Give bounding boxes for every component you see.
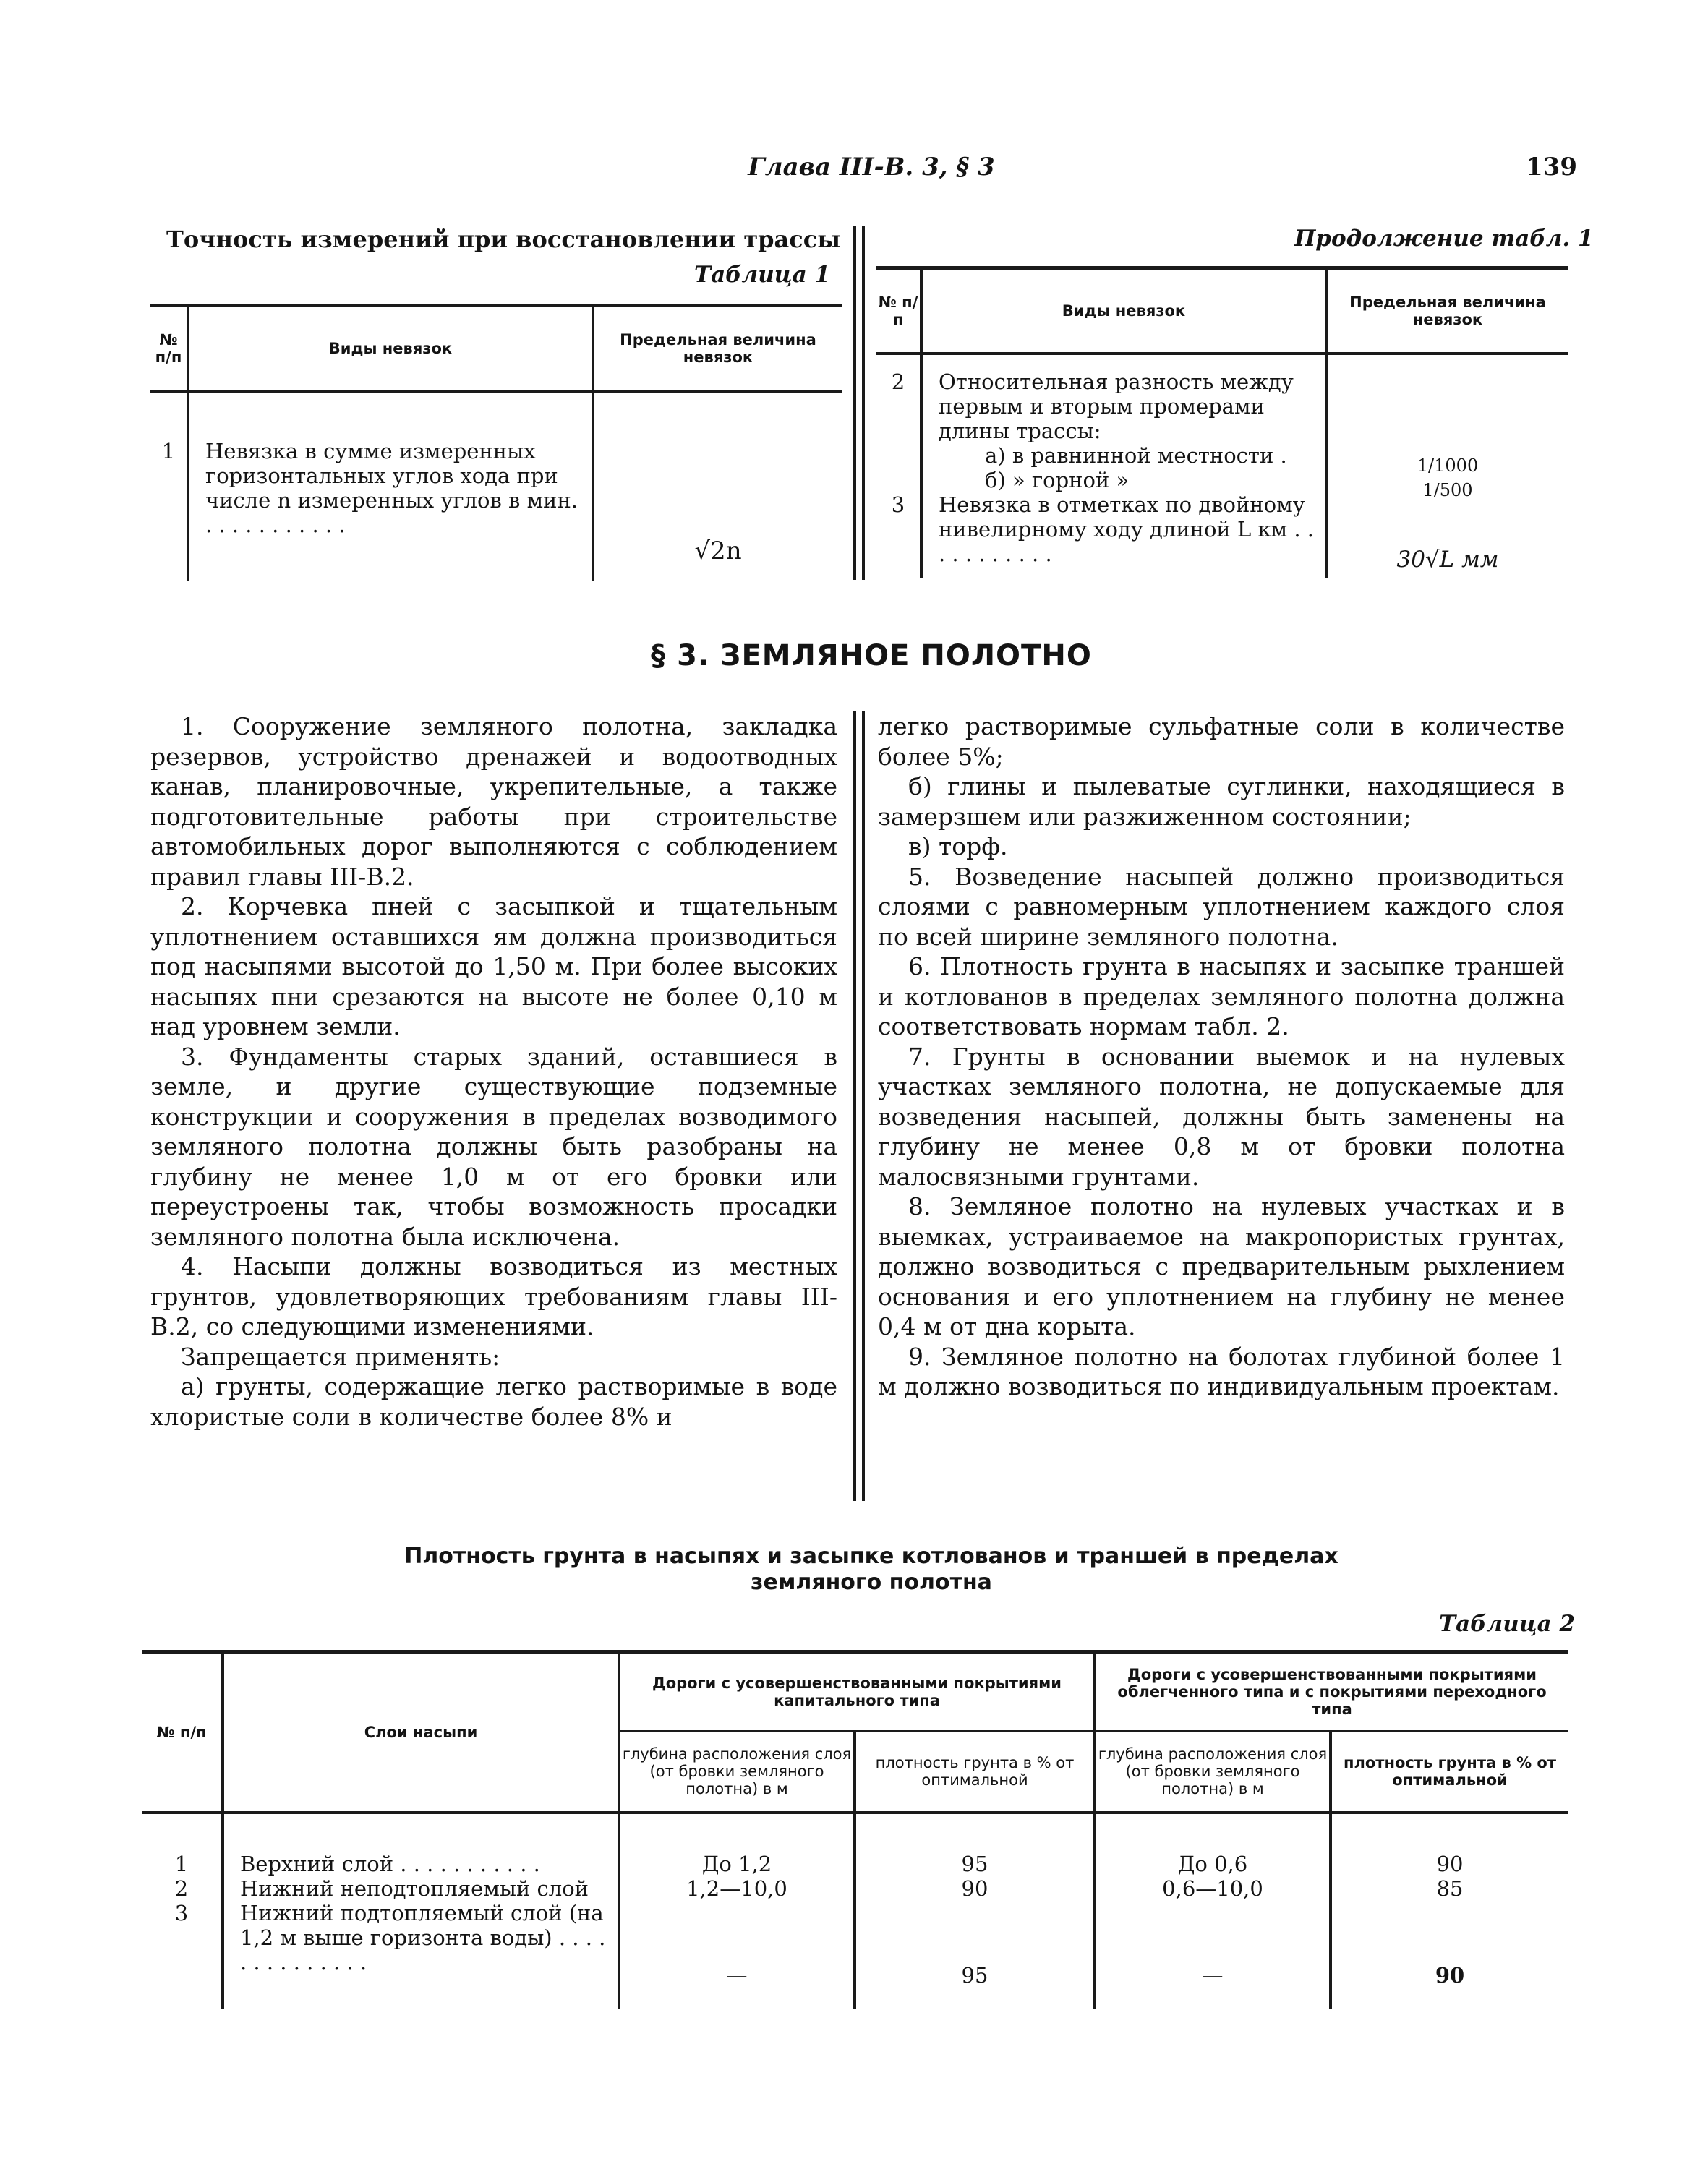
table1-cont-caption: Продолжение табл. 1 bbox=[1294, 226, 1594, 252]
paragraph: 9. Земляное полотно на болотах глубиной более 1 м должно возводиться по индивидуальным проектам. bbox=[878, 1342, 1565, 1400]
table1c-row2-text: Относительная разность между первым и вторым промерами длины трассы: bbox=[939, 369, 1294, 443]
table1c-row2b-value: 1/500 bbox=[1422, 479, 1473, 500]
table2-sub-density1: плотность грунта в % от оптимальной bbox=[855, 1732, 1095, 1813]
table2-col-layers: Слои насыпи bbox=[223, 1652, 619, 1813]
table1c-text bbox=[921, 354, 1326, 578]
paragraph: 4. Насыпи должны возводиться из местных грунтов, удовлетворяющих требованиям главы III-В.2, со следующими изменениями. bbox=[150, 1252, 837, 1340]
table2-sub-density2: плотность грунта в % от оптимальной bbox=[1331, 1732, 1568, 1813]
table1-row1-num: 1 bbox=[150, 391, 188, 581]
paragraph: 1. Сооружение земляного полотна, закладка резервов, устройство дренажей и водоотводных канав, планировочные, укрепительные, а также подготовительные работы при строительстве автомобильных дорог выполняются с соблюдением правил главы III-В.2. bbox=[150, 712, 837, 891]
paragraph: 2. Корчевка пней с засыпкой и тщательным уплотнением оставшихся ям должна производиться под насыпями высотой до 1,50 м. При более высоких насыпях пни срезаются на высоте не более 0,10 м над уровнем земли. bbox=[150, 892, 837, 1040]
paragraph: 5. Возведение насыпей должно производиться слоями с равномерным уплотнением каждого слоя по всей ширине земляного полотна. bbox=[878, 862, 1565, 951]
table2-sub-depth2: глубина расположения слоя (от бровки земляного полотна) в м bbox=[1095, 1732, 1331, 1813]
table2-title-line2: земляного полотна bbox=[751, 1570, 992, 1595]
table2-row3-p1: 95 bbox=[855, 1901, 1095, 2009]
page-number: 139 bbox=[1526, 153, 1577, 181]
table2-row1-num: 1 bbox=[174, 1851, 189, 1876]
table1c-col-limit: Предельная величина невязок bbox=[1326, 268, 1568, 354]
table1c-row3-num: 3 bbox=[891, 492, 905, 517]
paragraph: а) грунты, содержащие легко растворимые в воде хлористые соли в количестве более 8% и bbox=[150, 1372, 837, 1431]
paragraph: в) торф. bbox=[908, 832, 1008, 860]
table1 bbox=[150, 304, 842, 581]
table2-row1-p2: 90 bbox=[1331, 1813, 1568, 1876]
table2-group2: Дороги с усовершенствованными покрытиями облегченного типа и с покрытиями переходного типа bbox=[1095, 1652, 1568, 1732]
table1-caption: Таблица 1 bbox=[694, 262, 831, 288]
table1c-col-num: № п/п bbox=[876, 268, 921, 354]
table2-row2-layer: Нижний неподтопляемый слой bbox=[223, 1876, 619, 1901]
table1-title: Точность измерений при восстановлении трассы bbox=[166, 226, 841, 253]
table1-col-num: № п/п bbox=[150, 306, 188, 391]
table1c-row2a-value: 1/1000 bbox=[1417, 455, 1479, 476]
table2-row1-p1: 95 bbox=[855, 1813, 1095, 1876]
paragraph: 8. Земляное полотно на нулевых участках и в выемках, устраиваемое на макропористых грунтах, должно возводиться с предварительным рыхлением основания и его уплотнением на глубину не менее 0,4 м от дна корыта. bbox=[878, 1192, 1565, 1340]
running-head: Глава III-В. 3, § 3 bbox=[748, 153, 995, 181]
table2-row3-num: 3 bbox=[174, 1900, 189, 1925]
table1c-row2a-text: а) в равнинной местности . bbox=[985, 442, 1287, 468]
table2-row3-p2: 90 bbox=[1331, 1901, 1568, 2009]
column-divider bbox=[862, 711, 865, 1501]
table2-row2-d2: 0,6—10,0 bbox=[1095, 1876, 1331, 1901]
table1-col-type: Виды невязок bbox=[188, 306, 593, 391]
table2-group1: Дороги с усовершенствованными покрытиями капитального типа bbox=[619, 1652, 1095, 1732]
table1c-col-type: Виды невязок bbox=[921, 268, 1326, 354]
left-column bbox=[150, 711, 837, 1432]
table1c-row2b-text: б) » горной » bbox=[985, 467, 1130, 492]
table1c-nums bbox=[876, 354, 921, 578]
table2-row2-num: 2 bbox=[174, 1876, 189, 1901]
table2 bbox=[142, 1650, 1568, 2009]
section-title: § 3. ЗЕМЛЯНОЕ ПОЛОТНО bbox=[651, 639, 1092, 672]
paragraph: 6. Плотность грунта в насыпях и засыпке траншей и котлованов в пределах земляного полотна должна соответствовать нормам табл. 2. bbox=[878, 952, 1565, 1040]
table2-row2-d1: 1,2—10,0 bbox=[619, 1876, 855, 1901]
table2-row1-d1: До 1,2 bbox=[619, 1813, 855, 1876]
column-divider bbox=[853, 711, 856, 1501]
table2-col-num: № п/п bbox=[142, 1652, 223, 1813]
table2-sub-depth1: глубина расположения слоя (от бровки земляного полотна) в м bbox=[619, 1732, 855, 1813]
paragraph: Запрещается применять: bbox=[181, 1342, 500, 1371]
table2-row1-d2: До 0,6 bbox=[1095, 1813, 1331, 1876]
paragraph: б) глины и пылеватые суглинки, находящиеся в замерзшем или разжиженном состоянии; bbox=[878, 772, 1565, 831]
paragraph: 7. Грунты в основании выемок и на нулевых участках земляного полотна, не допускаемые для возведения насыпей, должны быть заменены на глубину не менее 0,8 м от бровки полотна малосвязными грунтами. bbox=[878, 1042, 1565, 1191]
table1-continued bbox=[876, 266, 1568, 578]
paragraph: легко растворимые сульфатные соли в количестве более 5%; bbox=[878, 712, 1565, 771]
table2-row2-p1: 90 bbox=[855, 1876, 1095, 1901]
table1c-row3-text: Невязка в отметках по двойному нивелирному ходу длиной L км . . . . . . . . . . . bbox=[939, 492, 1315, 566]
column-divider bbox=[862, 226, 865, 580]
table2-row3-d1: — bbox=[619, 1901, 855, 2009]
table1-col-limit: Предельная величина невязок bbox=[593, 306, 842, 391]
paragraph: 3. Фундаменты старых зданий, оставшиеся в земле, и другие существующие подземные конструкции и сооружения в пределах возводимого земляного полотна должны быть разобраны на глубину не менее 1,0 м от его бровки или переустроены так, чтобы возможность просадки земляного полотна была исключена. bbox=[150, 1042, 837, 1251]
right-column bbox=[878, 711, 1565, 1402]
table2-row1-layer: Верхний слой . . . . . . . . . . . bbox=[223, 1813, 619, 1876]
table1-row1-text: Невязка в сумме измеренных горизонтальных углов хода при числе n измеренных углов в мин. . . . . . . . . . . . bbox=[188, 391, 593, 581]
table2-row3-layer: Нижний подтопляемый слой (на 1,2 м выше горизонта воды) . . . . . . . . . . . . . . bbox=[223, 1901, 619, 2009]
table1c-row2-num: 2 bbox=[891, 369, 905, 394]
table1c-row3-value: 30√L мм bbox=[1396, 546, 1499, 573]
table2-row3-d2: — bbox=[1095, 1901, 1331, 2009]
column-divider bbox=[853, 226, 856, 580]
table2-caption: Таблица 2 bbox=[1439, 1611, 1576, 1637]
table1c-values bbox=[1326, 354, 1568, 578]
table2-title-line1: Плотность грунта в насыпях и засыпке котлованов и траншей в пределах bbox=[404, 1544, 1338, 1569]
table2-title bbox=[166, 1544, 1576, 1596]
table2-row2-p2: 85 bbox=[1331, 1876, 1568, 1901]
table1-row1-value: √2n bbox=[593, 391, 842, 581]
